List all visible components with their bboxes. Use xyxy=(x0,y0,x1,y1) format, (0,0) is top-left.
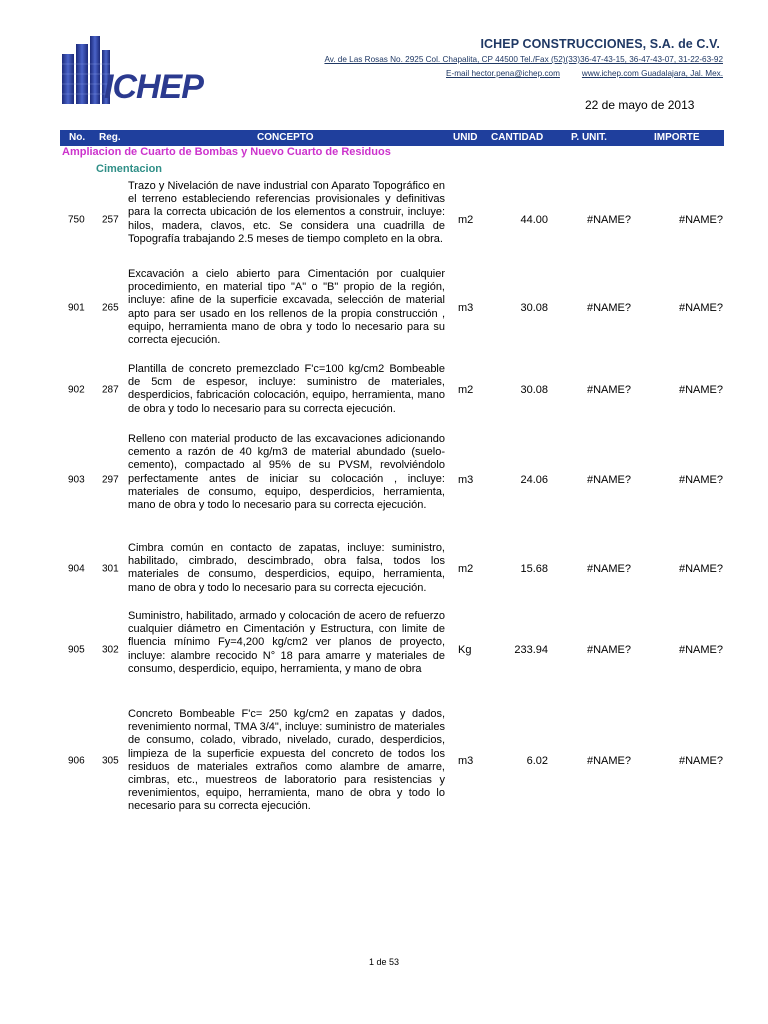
row-unid: m3 xyxy=(458,473,474,486)
row-punit: #NAME? xyxy=(586,302,631,314)
row-cantidad: 30.08 xyxy=(520,384,548,396)
table-row xyxy=(60,180,724,260)
company-contact xyxy=(446,69,723,78)
subsection-title: Cimentacion xyxy=(96,163,163,175)
row-reg: 305 xyxy=(102,755,119,767)
table-row xyxy=(60,268,724,348)
table-header xyxy=(60,130,724,146)
row-concepto: Concreto Bombeable F'c= 250 kg/cm2 en zapatas y dados, revenimiento normal, TMA 3/4", incluye: suministro de materiales de consumo, colado, vibrado, nivelado, curado, desperdicios, limpieza de la superficie expuesta del concreto de todos los residuos de materiales extraños como alambre de amarre, cimbras, etc., muestreos de laboratorio para resistencias y revenimientos, equipo, herramienta, mano de obra y todo lo necesario para su correcta ejecución. xyxy=(128,708,445,813)
row-punit: #NAME? xyxy=(586,473,631,486)
row-unid: Kg xyxy=(458,644,472,656)
header-no: No. xyxy=(69,132,86,143)
header-importe: IMPORTE xyxy=(654,132,700,143)
row-importe: #NAME? xyxy=(678,302,723,314)
document-date: 22 de mayo de 2013 xyxy=(585,98,695,112)
row-reg: 265 xyxy=(102,302,119,314)
row-reg: 302 xyxy=(102,644,119,656)
row-concepto: Plantilla de concreto premezclado F'c=100 kg/cm2 Bombeable de 5cm de espesor, incluye: suministro de materiales, desperdicios, fabricación colocación, equipo, herramienta, mano de obra y todo lo necesario para su correcta ejecución. xyxy=(128,363,445,415)
company-name: ICHEP CONSTRUCCIONES, S.A. de C.V. xyxy=(480,37,720,51)
table-row xyxy=(60,433,724,526)
row-importe: #NAME? xyxy=(678,644,723,656)
row-cantidad: 24.06 xyxy=(520,473,548,486)
row-no: 906 xyxy=(68,755,85,767)
row-no: 901 xyxy=(68,302,85,314)
row-cantidad: 233.94 xyxy=(514,644,548,656)
header-unid: UNID xyxy=(453,132,478,143)
row-concepto: Excavación a cielo abierto para Cimentación por cualquier procedimiento, en material tipo "A" o "B" propio de la región, incluye: afine de la superficie excavada, selección de material apto para ser usado en los rellenos de la propia construcción , equipo, herramienta mano de obra y todo lo necesario para su correcta ejecución. xyxy=(128,268,445,347)
table-row xyxy=(60,708,724,814)
row-cantidad: 6.02 xyxy=(526,755,548,767)
header-cantidad: CANTIDAD xyxy=(491,132,544,143)
row-no: 902 xyxy=(68,384,85,396)
section-title: Ampliacion de Cuarto de Bombas y Nuevo Cuarto de Residuos xyxy=(62,146,391,158)
row-no: 905 xyxy=(68,644,85,656)
row-importe: #NAME? xyxy=(678,384,723,396)
row-unid: m2 xyxy=(458,214,474,226)
row-punit: #NAME? xyxy=(586,644,631,656)
row-cantidad: 30.08 xyxy=(520,302,548,314)
page-number: 1 de 53 xyxy=(368,957,400,967)
row-concepto: Relleno con material producto de las excavaciones adicionando cemento a razón de 40 kg/m3 de material abundado (suelo-cemento), compactado al 95% de su PVSM, revolviéndolo perfectamente antes de iniciar su colocación , incluye: materiales de consumo, equipo, desperdicios, herramienta, mano de obra y todo lo necesario para su correcta ejecución. xyxy=(128,433,445,512)
table-row xyxy=(60,542,724,596)
row-cantidad: 44.00 xyxy=(520,214,548,226)
table-row xyxy=(60,610,724,690)
row-concepto: Suministro, habilitado, armado y colocación de acero de refuerzo cualquier diámetro en Cimentación y Estructura, con limite de fluencia mínimo Fy=4,200 kg/cm2 ver planos de proyecto, incluye: alambre recocido N° 18 para amarre y materiales de consumo, desperdicio, equipo, herramienta, y mano de obra xyxy=(128,610,445,675)
company-logo xyxy=(60,36,216,106)
logo-text: ICHEP xyxy=(104,68,203,106)
row-unid: m3 xyxy=(458,302,474,314)
row-unid: m2 xyxy=(458,563,474,575)
row-reg: 301 xyxy=(102,563,119,575)
row-importe: #NAME? xyxy=(678,473,723,486)
row-no: 903 xyxy=(68,474,85,485)
header-punit: P. UNIT. xyxy=(571,132,607,143)
company-web: www.ichep.com Guadalajara, Jal. Mex. xyxy=(581,69,723,78)
row-importe: #NAME? xyxy=(678,563,723,575)
row-concepto: Trazo y Nivelación de nave industrial con Aparato Topográfico en el terreno estableciendo referencias provisionales y definitivas para la correcta ubicación de los elementos a construir, incluye: hilos, madera, clavos, etc. Se considera una cuadrilla de Topografía trabajando 2.5 meses de tiempo completo en la obra. xyxy=(128,180,445,245)
table-row xyxy=(60,363,724,417)
row-importe: #NAME? xyxy=(678,755,723,767)
header-reg: Reg. xyxy=(99,132,121,143)
row-punit: #NAME? xyxy=(586,384,631,396)
row-reg: 297 xyxy=(102,474,119,485)
row-unid: m2 xyxy=(458,384,474,396)
row-punit: #NAME? xyxy=(586,214,631,226)
row-reg: 287 xyxy=(102,384,119,396)
row-importe: #NAME? xyxy=(678,214,723,226)
row-punit: #NAME? xyxy=(586,755,631,767)
row-reg: 257 xyxy=(102,214,119,226)
row-unid: m3 xyxy=(458,755,474,767)
row-concepto: Cimbra común en contacto de zapatas, incluye: suministro, habilitado, cimbrado, descimbrado, obra falsa, todos los materiales de consumo, desperdicios, equipo, herramienta, mano de obra y todo lo necesario para su correcta ejecución. xyxy=(128,542,445,594)
row-no: 750 xyxy=(68,214,85,226)
row-cantidad: 15.68 xyxy=(520,563,548,575)
header-concepto: CONCEPTO xyxy=(257,132,314,143)
company-address: Av. de Las Rosas No. 2925 Col. Chapalita, CP 44500 Tel./Fax (52)(33)36-47-43-15, 36-47-43-07, 31-22-63-92 xyxy=(324,55,723,64)
company-email: E-mail hector.pena@ichep.com xyxy=(446,69,560,78)
row-punit: #NAME? xyxy=(586,563,631,575)
row-no: 904 xyxy=(68,563,85,575)
